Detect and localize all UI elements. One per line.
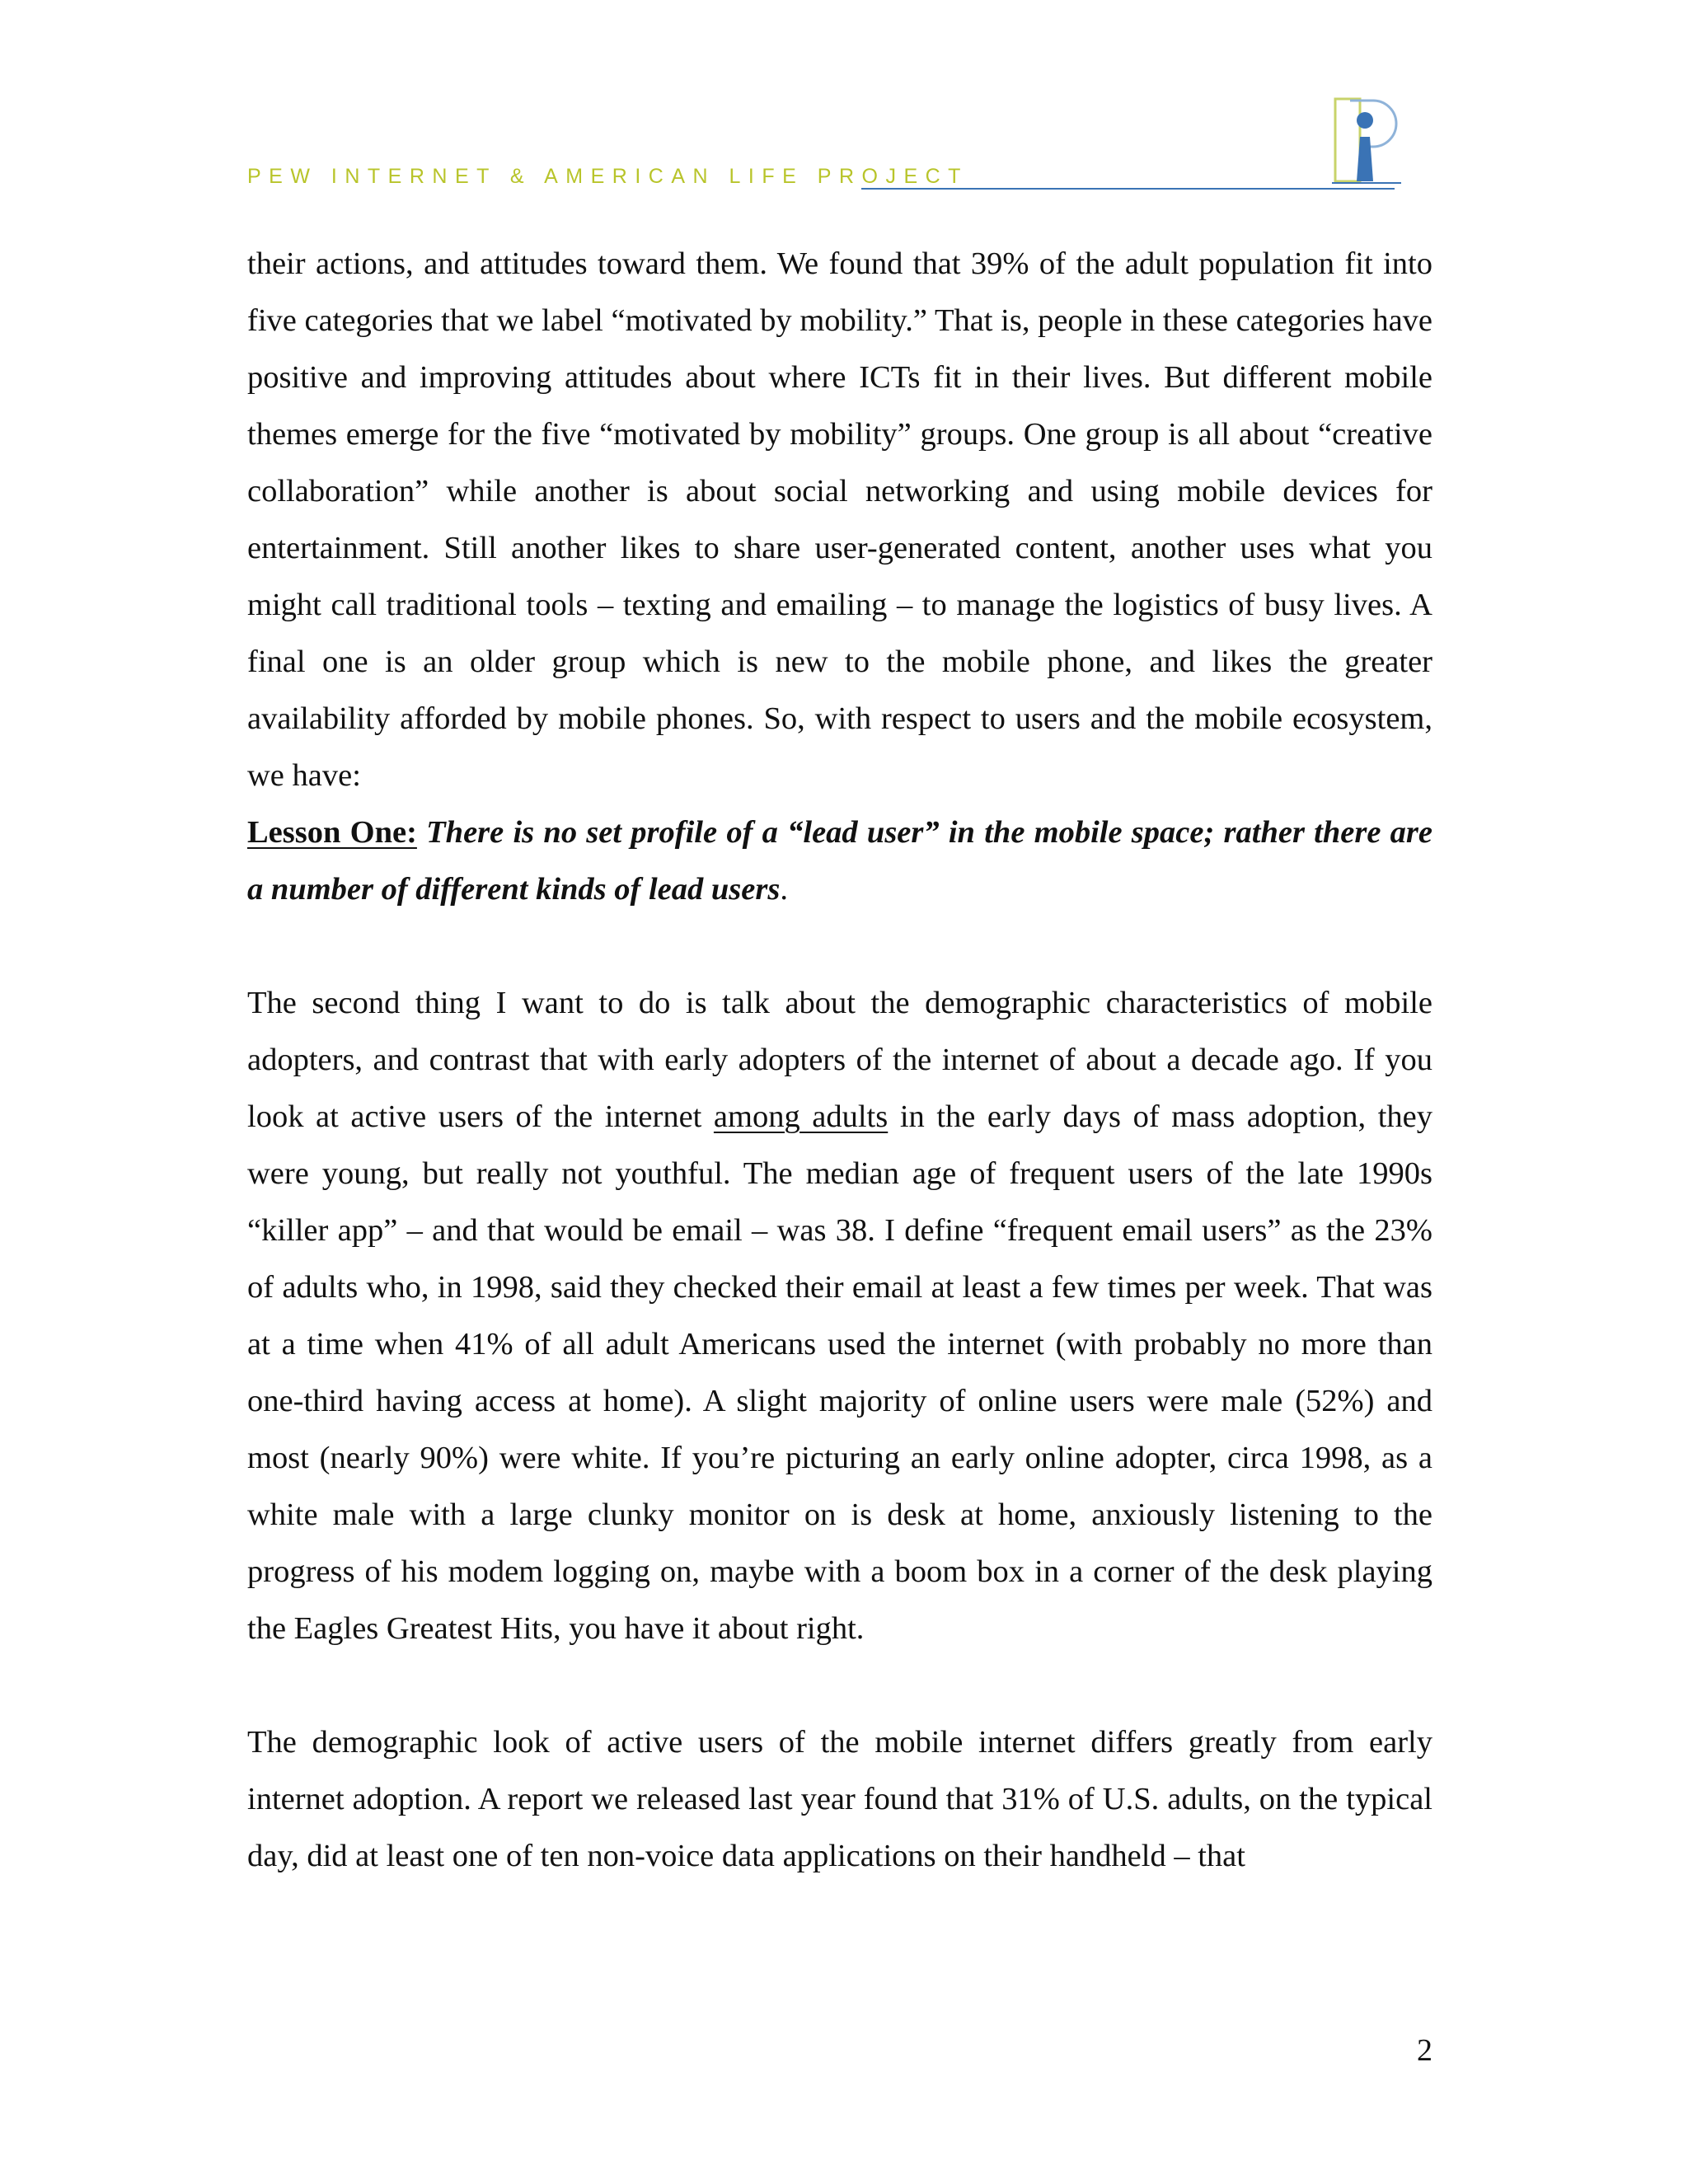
paragraph-1: their actions, and attitudes toward them. We found that 39% of the adult population fit into five categories that we label “motivated by mobility.” That is, people in these categories have positive and improving attitudes about where ICTs fit in their lives. But different mobile themes emerge for the five “motivated by mobility” groups. One group is all about “creative collaboration” while another is about social networking and using mobile devices for entertainment. Still another likes to share user-generated content, another uses what you might call traditional tools – texting and emailing – to manage the logistics of busy lives. A final one is an older group which is new to the mobile phone, and likes the greater availability afforded by mobile phones. So, with respect to users and the mobile ecosystem, we have: — [247, 246, 1432, 793]
pew-logo-icon — [1332, 96, 1401, 188]
paragraph-gap — [247, 1657, 1432, 1714]
document-body — [247, 236, 1432, 1885]
paragraph-2-part2: in the early days of mass adoption, they were young, but really not youthful. The median age of frequent users of the late 1990s “killer app” – and that would be email – was 38. I define “frequent email users” as the 23% of adults who, in 1998, said they checked their email at least a few times per week. That was at a time when 41% of all adult Americans used the internet (with probably no more than one-third having access at home). A slight majority of online users were male (52%) and most (nearly 90%) were white. If you’re picturing an early online adopter, circa 1998, as a white male with a large clunky monitor on is desk at home, anxiously listening to the progress of his modem logging on, maybe with a boom box in a corner of the desk playing the Eagles Greatest Hits, you have it about right. — [247, 1099, 1432, 1646]
header-title: PEW INTERNET & AMERICAN LIFE PROJECT — [247, 165, 968, 188]
paragraph-2 — [247, 975, 1432, 1657]
header-rule — [861, 188, 1395, 190]
paragraph-gap — [247, 918, 1432, 975]
paragraph-2-part1: The second thing I want to do is talk about the demographic characteristics of mobile adopters, and contrast that with early adopters of the internet of about a decade ago. If you look at active users of the internet — [247, 986, 1432, 1134]
lesson-one — [247, 804, 1432, 918]
lesson-text: There is no set profile of a “lead user” in the mobile space; rather there are a number of different kinds of lead users — [247, 815, 1433, 907]
lesson-label: Lesson One: — [247, 815, 417, 850]
paragraph-3: The demographic look of active users of the mobile internet differs greatly from early internet adoption. A report we released last year found that 31% of U.S. adults, on the typical day, did at least one of ten non-voice data applications on their handheld – that — [247, 1725, 1432, 1873]
page-header — [247, 160, 1395, 190]
lesson-end: . — [780, 872, 788, 907]
page-number: 2 — [1417, 2033, 1432, 2068]
among-adults-underlined: among adults — [713, 1099, 889, 1134]
